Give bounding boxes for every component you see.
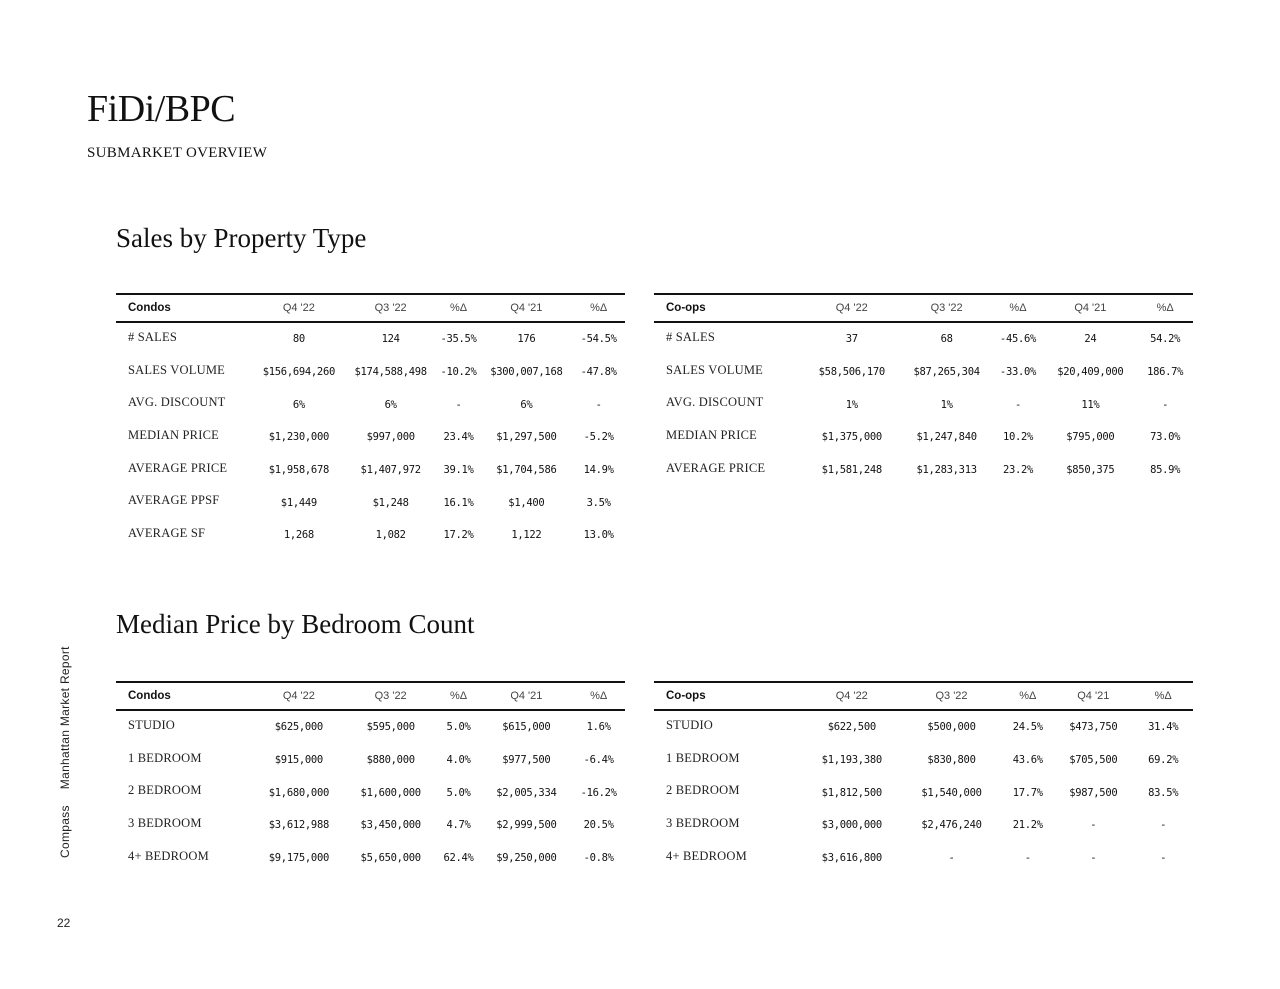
table-cell: 69.2% — [1148, 754, 1179, 767]
table-cell: 23.2% — [1002, 464, 1034, 477]
row-label: MEDIAN PRICE — [666, 427, 757, 442]
column-header: %Δ — [1154, 690, 1172, 702]
table-cell: $1,193,380 — [821, 754, 882, 767]
row-label: 1 BEDROOM — [128, 750, 202, 765]
table-cell: 6% — [292, 398, 305, 411]
row-label: AVG. DISCOUNT — [128, 395, 226, 410]
table-cell: $3,000,000 — [821, 819, 882, 832]
table-cell: 1% — [940, 398, 953, 411]
table-cell: $595,000 — [366, 721, 415, 734]
table-cell: 4.0% — [446, 754, 471, 767]
table-cell: 5.0% — [446, 721, 471, 734]
table-row — [116, 454, 625, 487]
row-label: AVERAGE PRICE — [128, 460, 228, 475]
table-cell: $1,375,000 — [821, 431, 882, 444]
table-cell: 85.9% — [1150, 464, 1181, 477]
table-row — [116, 486, 625, 519]
table-cell: -10.2% — [440, 366, 477, 379]
table-cell: 176 — [517, 333, 536, 346]
table-row — [654, 744, 1193, 777]
column-header: %Δ — [449, 302, 468, 314]
table-cell: 21.2% — [1012, 819, 1043, 832]
table-cell: - — [1162, 398, 1169, 411]
table-cell: 43.6% — [1012, 754, 1043, 767]
table-cell: $1,400 — [508, 496, 545, 509]
table-cell: $850,375 — [1066, 464, 1115, 477]
table-cell: 73.0% — [1150, 431, 1181, 444]
table-row — [116, 711, 625, 744]
table-cell: 186.7% — [1147, 366, 1184, 379]
table-row — [116, 323, 625, 356]
table-cell: $1,247,840 — [916, 431, 977, 444]
table-cell: $1,581,248 — [821, 464, 882, 477]
table-row — [654, 356, 1193, 389]
page-title: FiDi/BPC — [87, 88, 236, 130]
table-cell: $20,409,000 — [1057, 366, 1124, 379]
table-cell: $9,250,000 — [496, 852, 557, 865]
table-cell: 54.2% — [1150, 333, 1181, 346]
table-cell: 17.7% — [1012, 786, 1043, 799]
table-cell: - — [1160, 852, 1167, 865]
table-cell: 24 — [1084, 333, 1097, 346]
row-label: 4+ BEDROOM — [666, 848, 747, 863]
column-header: Q3 '22 — [930, 302, 963, 314]
table-cell: - — [1014, 398, 1022, 411]
table-cell: 13.0% — [583, 529, 614, 542]
table-cell: 124 — [381, 333, 400, 346]
report-name: Manhattan Market Report — [58, 646, 72, 790]
table-cell: 1% — [845, 398, 858, 411]
table-cell: 39.1% — [443, 464, 474, 477]
table-cell: $473,750 — [1069, 721, 1118, 734]
table-cell: $987,500 — [1069, 786, 1118, 799]
row-label: # SALES — [666, 329, 715, 344]
row-label: STUDIO — [128, 717, 176, 732]
table-cell: $3,616,800 — [821, 852, 882, 865]
row-label: AVERAGE PPSF — [128, 493, 220, 508]
table-cell: $3,450,000 — [360, 819, 421, 832]
table-cell: 62.4% — [443, 852, 474, 865]
page-number: 22 — [57, 916, 71, 930]
table-cell: 16.1% — [443, 496, 474, 509]
column-header: %Δ — [1156, 302, 1174, 314]
table-cell: - — [1090, 819, 1097, 832]
table-cell: $622,500 — [827, 721, 876, 734]
table-cell: $1,230,000 — [268, 431, 329, 444]
table-row — [654, 809, 1193, 842]
table-cell: 11% — [1081, 398, 1100, 411]
table-header — [116, 683, 625, 711]
table-cell: -33.0% — [999, 366, 1037, 379]
table-cell: $1,680,000 — [268, 786, 329, 799]
coops-bedroom-table — [654, 681, 1193, 874]
table-cell: 6% — [520, 398, 533, 411]
table-row — [654, 454, 1193, 487]
table-cell: - — [1024, 852, 1031, 865]
table-cell: $2,005,334 — [496, 786, 557, 799]
table-cell: 1.6% — [586, 721, 611, 734]
table-cell: 20.5% — [583, 819, 614, 832]
table-row — [654, 323, 1193, 356]
table-header — [654, 295, 1193, 323]
table-cell: 5.0% — [446, 786, 471, 799]
table-cell: -5.2% — [583, 431, 614, 444]
table-cell: $1,297,500 — [496, 431, 557, 444]
table-row — [116, 842, 625, 875]
column-header: Q4 '22 — [282, 302, 315, 314]
column-header: Q3 '22 — [374, 302, 407, 314]
table-header — [116, 295, 625, 323]
table-cell: $1,283,313 — [916, 464, 977, 477]
table-cell: -35.5% — [440, 333, 477, 346]
table-cell: -45.6% — [999, 333, 1037, 346]
table-cell: - — [1090, 852, 1097, 865]
column-header: %Δ — [590, 302, 608, 314]
column-header: Q4 '21 — [510, 302, 543, 314]
row-label: SALES VOLUME — [128, 362, 225, 377]
table-row — [654, 421, 1193, 454]
column-header: %Δ — [449, 690, 468, 702]
table-cell: - — [1160, 819, 1167, 832]
column-header: %Δ — [590, 690, 608, 702]
row-label: AVG. DISCOUNT — [666, 395, 764, 410]
table-cell: $300,007,168 — [490, 366, 563, 379]
table-header-category: Co-ops — [666, 302, 706, 314]
table-row — [116, 776, 625, 809]
side-report-label — [58, 646, 72, 858]
table-cell: $1,540,000 — [921, 786, 982, 799]
row-label: 3 BEDROOM — [666, 815, 740, 830]
table-cell: $795,000 — [1066, 431, 1115, 444]
table-cell: - — [595, 398, 602, 411]
table-cell: $1,600,000 — [360, 786, 421, 799]
table-row — [654, 711, 1193, 744]
table-row — [116, 421, 625, 454]
column-header: %Δ — [1009, 302, 1027, 314]
table-cell: 1,122 — [511, 529, 542, 542]
table-row — [116, 809, 625, 842]
table-cell: $1,958,678 — [268, 464, 329, 477]
table-cell: 17.2% — [443, 529, 474, 542]
table-row — [654, 842, 1193, 875]
table-cell: $500,000 — [927, 721, 976, 734]
table-cell: 24.5% — [1012, 721, 1043, 734]
section-title-sales-by-type: Sales by Property Type — [116, 223, 367, 253]
section-title-median-by-bedroom: Median Price by Bedroom Count — [116, 609, 475, 639]
row-label: 4+ BEDROOM — [128, 848, 209, 863]
table-cell: 14.9% — [583, 464, 614, 477]
table-cell: $880,000 — [366, 754, 415, 767]
table-cell: - — [948, 852, 955, 865]
condos-sales-table — [116, 293, 625, 552]
table-cell: 68 — [940, 333, 953, 346]
table-cell: 10.2% — [1002, 431, 1034, 444]
table-cell: $3,612,988 — [268, 819, 329, 832]
table-cell: $2,476,240 — [921, 819, 982, 832]
row-label: MEDIAN PRICE — [128, 427, 219, 442]
table-cell: $625,000 — [274, 721, 323, 734]
table-cell: 3.5% — [586, 496, 611, 509]
table-header — [654, 683, 1193, 711]
column-header: %Δ — [1019, 690, 1037, 702]
column-header: Q4 '22 — [835, 690, 868, 702]
table-cell: $9,175,000 — [268, 852, 329, 865]
table-cell: 23.4% — [443, 431, 474, 444]
row-label: AVERAGE SF — [128, 525, 206, 540]
page-subtitle: SUBMARKET OVERVIEW — [87, 145, 268, 161]
table-cell: -54.5% — [580, 333, 617, 346]
row-label: # SALES — [128, 329, 177, 344]
table-cell: -0.8% — [583, 852, 614, 865]
table-cell: 6% — [384, 398, 397, 411]
table-cell: $705,500 — [1069, 754, 1118, 767]
column-header: Q4 '22 — [835, 302, 868, 314]
coops-sales-table — [654, 293, 1193, 486]
table-cell: $156,694,260 — [262, 366, 335, 379]
table-cell: $1,812,500 — [821, 786, 882, 799]
row-label: 3 BEDROOM — [128, 815, 202, 830]
table-row — [116, 356, 625, 389]
table-cell: $977,500 — [502, 754, 551, 767]
row-label: 2 BEDROOM — [666, 783, 740, 798]
table-cell: $174,588,498 — [354, 366, 427, 379]
table-row — [654, 388, 1193, 421]
table-cell: $1,407,972 — [360, 464, 421, 477]
table-header-category: Condos — [128, 302, 171, 314]
table-cell: $2,999,500 — [496, 819, 557, 832]
table-cell: -6.4% — [583, 754, 614, 767]
condos-bedroom-table — [116, 681, 625, 874]
table-cell: 80 — [292, 333, 305, 346]
table-cell: 31.4% — [1148, 721, 1179, 734]
row-label: STUDIO — [666, 717, 714, 732]
row-label: 2 BEDROOM — [128, 783, 202, 798]
table-cell: $1,449 — [280, 496, 317, 509]
table-cell: 83.5% — [1148, 786, 1179, 799]
table-cell: 1,268 — [283, 529, 314, 542]
row-label: 1 BEDROOM — [666, 750, 740, 765]
column-header: Q4 '22 — [282, 690, 315, 702]
row-label: AVERAGE PRICE — [666, 460, 766, 475]
row-label: SALES VOLUME — [666, 362, 763, 377]
column-header: Q3 '22 — [935, 690, 968, 702]
table-cell: $58,506,170 — [818, 366, 885, 379]
table-cell: 37 — [845, 333, 858, 346]
table-cell: 4.7% — [446, 819, 471, 832]
table-header-category: Condos — [128, 690, 171, 702]
brand-name: Compass — [58, 805, 72, 858]
table-cell: - — [455, 398, 462, 411]
table-cell: $997,000 — [366, 431, 415, 444]
table-cell: $1,704,586 — [496, 464, 557, 477]
column-header: Q4 '21 — [510, 690, 543, 702]
table-row — [654, 776, 1193, 809]
table-cell: $5,650,000 — [360, 852, 421, 865]
column-header: Q3 '22 — [374, 690, 407, 702]
table-header-category: Co-ops — [666, 690, 706, 702]
table-cell: $830,800 — [927, 754, 976, 767]
table-row — [116, 388, 625, 421]
table-cell: $915,000 — [274, 754, 323, 767]
table-cell: -16.2% — [580, 786, 617, 799]
table-cell: -47.8% — [580, 366, 617, 379]
table-row — [116, 519, 625, 552]
table-cell: $87,265,304 — [913, 366, 980, 379]
column-header: Q4 '21 — [1077, 690, 1110, 702]
table-row — [116, 744, 625, 777]
table-cell: 1,082 — [375, 529, 406, 542]
table-cell: $1,248 — [372, 496, 409, 509]
table-cell: $615,000 — [502, 721, 551, 734]
column-header: Q4 '21 — [1074, 302, 1107, 314]
